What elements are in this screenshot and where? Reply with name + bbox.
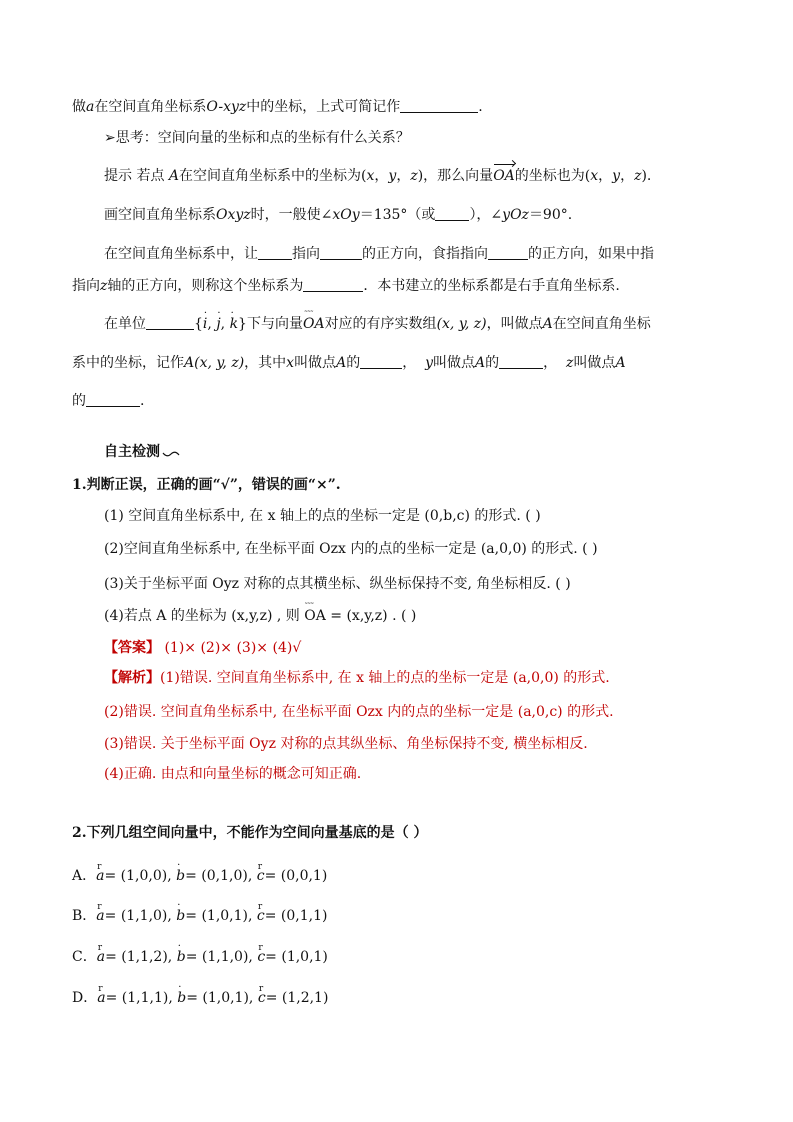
text: a xyxy=(86,99,95,115)
question-1-title: 1.判断正误，正确的画“√”，错误的画“×”. xyxy=(72,477,341,493)
q1-analysis-3: (3)错误. 关于坐标平面 Oyz 对称的点其纵坐标、角坐标保持不变, 横坐标相反. xyxy=(104,736,588,752)
para-coordinate-notation xyxy=(72,97,483,117)
unit-basis-line3: 的 . xyxy=(72,393,145,409)
section-title: 自主检测 xyxy=(104,444,160,460)
wave-decoration-icon xyxy=(162,450,180,458)
fill-blank xyxy=(400,98,478,113)
text: 做 xyxy=(72,99,86,115)
text: 在空间直角坐标系 xyxy=(94,99,207,115)
q1-item-1: (1) 空间直角坐标系中, 在 x 轴上的点的坐标一定是 (0,b,c) 的形式. ( ) xyxy=(104,508,541,524)
answer-text: (1)× (2)× (3)× (4)√ xyxy=(160,640,302,656)
right-hand-para-line2: 指向z轴的正方向，则称这个坐标系为 ．本书建立的坐标系都是右手直角坐标系. xyxy=(72,278,620,294)
q2-option-c: C．r a= (1,1,2), · b= (1,1,0), r c= (1,0,1) xyxy=(72,947,328,967)
text: O-xyz xyxy=(206,99,247,115)
q1-item-4: (4)若点 A 的坐标为 (x,y,z) , 则 ˜˜˜ OA = (x,y,z) . ( ) xyxy=(104,606,416,626)
q1-item-2: (2)空间直角坐标系中, 在坐标平面 Ozx 内的点的坐标一定是 (a,0,0) 的形式. ( ) xyxy=(104,541,598,557)
q1-analysis-4: (4)正确. 由点和向量坐标的概念可知正确. xyxy=(104,766,362,782)
q1-analysis-2: (2)错误. 空间直角坐标系中, 在坐标平面 Ozx 内的点的坐标一定是 (a,0,c) 的形式. xyxy=(104,704,614,720)
arrow-marker-icon: ➢ xyxy=(104,130,116,146)
section-heading xyxy=(104,442,180,462)
q2-option-a: A．r a= (1,0,0), · b= (0,1,0), r c= (0,0,1) xyxy=(72,866,327,886)
text: 思考：空间向量的坐标和点的坐标有什么关系？ xyxy=(115,130,410,146)
q2-option-b: B．r a= (1,1,0), · b= (1,0,1), r c= (0,1,1) xyxy=(72,906,327,926)
fill-blank xyxy=(258,245,292,260)
fill-blank xyxy=(488,245,528,260)
q1-analysis-1: 【解析】(1)错误. 空间直角坐标系中, 在 x 轴上的点的坐标一定是 (a,0,0) 的形式. xyxy=(104,670,610,686)
vector-oa: ˜˜˜ OA xyxy=(304,606,326,626)
fill-blank xyxy=(435,206,469,221)
fill-blank xyxy=(146,315,194,330)
answer-label: 【答案】 xyxy=(104,640,160,656)
text: 中的坐标，上式可简记作 xyxy=(246,99,401,115)
fill-blank xyxy=(86,392,140,407)
draw-paragraph: 画空间直角坐标系Oxyz时，一般使∠xOy＝135°（或 ），∠yOz＝90°. xyxy=(104,207,573,223)
question-2-title: 2.下列几组空间向量中，不能作为空间向量基底的是（ ） xyxy=(72,825,428,841)
fill-blank xyxy=(499,354,543,369)
q1-answer xyxy=(104,638,301,658)
q2-option-d: D．r a= (1,1,1), · b= (1,0,1), r c= (1,2,1) xyxy=(72,988,328,1008)
fill-blank xyxy=(303,277,363,292)
fill-blank xyxy=(320,245,362,260)
vector-oa: OA xyxy=(493,168,515,184)
unit-basis-line2: 系中的坐标，记作A(x, y, z)，其中x叫做点A的 ， y叫做点A的 ， z叫做点A xyxy=(72,355,626,371)
vector-oa: ˜˜˜ OA xyxy=(303,314,325,334)
q1-item-3: (3)关于坐标平面 Oyz 对称的点其横坐标、纵坐标保持不变, 角坐标相反. ( ) xyxy=(104,576,571,592)
think-question xyxy=(104,128,410,148)
hint-paragraph: 提示 若点 A在空间直角坐标系中的坐标为(x，y，z)，那么向量OA的坐标也为(x，y，z). xyxy=(104,168,652,184)
unit-basis-line1: 在单位 {· i, · j, · k}下与向量˜˜˜ OA对应的有序实数组(x, y, z)，叫做点A在空间直角坐标 xyxy=(104,314,651,334)
analysis-label: 【解析】 xyxy=(104,670,160,686)
right-hand-para-line1: 在空间直角坐标系中，让 指向 的正方向，食指指向 的正方向，如果中指 xyxy=(104,246,654,262)
text: . xyxy=(478,99,483,115)
fill-blank xyxy=(360,354,402,369)
